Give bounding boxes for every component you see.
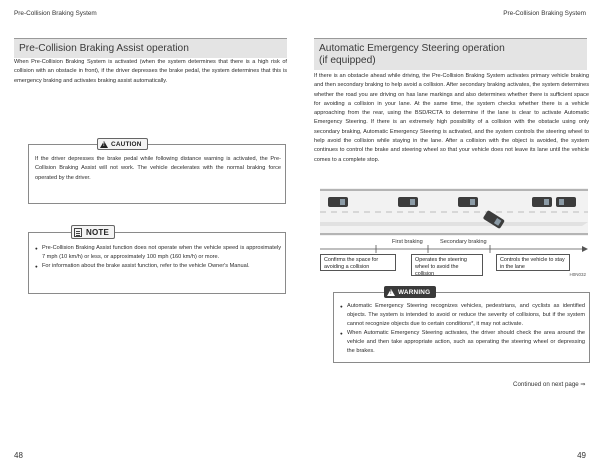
warning-label — [384, 286, 436, 298]
note-box — [28, 227, 286, 294]
first-braking-label: First braking — [392, 239, 423, 245]
vehicle-icon — [532, 197, 552, 207]
list-item: ● Pre-Collision Braking Assist function does not operate when the vehicle speed is approximately 7 mph (10 km/h) or less, or approximately 100 mph (160 km/h) or more. — [35, 244, 281, 262]
page-number-right: 49 — [577, 451, 586, 460]
warning-label-text: WARNING — [398, 288, 431, 296]
note-label-text: NOTE — [86, 227, 110, 237]
section-title-braking-assist: Pre-Collision Braking Assist operation — [14, 38, 287, 58]
section-title-line2: (if equipped) — [319, 55, 376, 66]
road-illustration — [320, 188, 588, 236]
secondary-braking-label: Secondary braking — [440, 239, 487, 245]
vehicle-icon — [398, 197, 418, 207]
path-band — [320, 222, 588, 226]
continued-next-page: Continued on next page ⇒ — [513, 381, 586, 388]
vehicle-icon — [458, 197, 478, 207]
braking-arrow — [320, 244, 588, 254]
caution-box — [28, 140, 286, 204]
warning-triangle-icon — [387, 289, 395, 296]
callout-confirm-space: Confirms the space for avoiding a collision — [320, 254, 396, 271]
callout-stay-in-lane: Controls the vehicle to stay in the lane — [496, 254, 570, 271]
section-title-emergency-steering — [314, 38, 587, 70]
note-list — [35, 244, 281, 271]
caution-triangle-icon — [100, 141, 108, 148]
caution-text: If the driver depresses the brake pedal while following distance warning is activated, the Pre-Collision Braking Assist will not work. The vehicle decelerates with the normal braking force operated by the driver. — [35, 156, 281, 181]
obstacle-vehicle-icon — [556, 197, 576, 207]
note-icon — [74, 228, 82, 237]
vehicle-icon — [328, 197, 348, 207]
list-item: ● Automatic Emergency Steering recognizes vehicles, pedestrians, and cyclists as identified objects. The system is intended to avoid or reduce the severity of collisions, but if the system cannot recognize objects due to certain conditions*, it may not activate. — [340, 302, 585, 329]
list-item: ● When Automatic Emergency Steering activates, the driver should check the area around the vehicle and then take appropriate action, such as operating the steering wheel or depressing the brakes. — [340, 329, 585, 356]
warning-list — [340, 302, 585, 356]
running-head-left: Pre-Collision Braking System — [14, 10, 97, 17]
callout-operate-steering: Operates the steering wheel to avoid the collision — [411, 254, 483, 276]
note-label — [71, 225, 115, 239]
page-number-left: 48 — [14, 451, 23, 460]
figure-code: H0N032 — [569, 272, 586, 277]
emergency-steering-intro: If there is an obstacle ahead while driving, the Pre-Collision Braking System activates primary vehicle braking and then secondary braking to help avoid a collision. After secondary braking activates, the system determines whether the road you are driving on has lane markings and also determines whether there is sufficient space for avoiding a collision in your lane. At the same time, the system checks whether there is a vehicle approaching from the rear, using the BSD/RCTA to determine if the lane is clear to activate Automatic Emergency Steering. If there is an extremely high possibility of a collision with the obstacle using only secondary braking, Automatic Emergency Steering is activated, and the system controls the steering wheel to help avoid the collision while staying in the lane. After a collision with the object is avoided, the system continues to control the brake and steering wheel so that your vehicle does not leave its lane until the vehicle comes to a complete stop. — [314, 73, 589, 163]
caution-label-text: CAUTION — [111, 140, 142, 148]
warning-box — [333, 288, 590, 363]
running-head-right: Pre-Collision Braking System — [503, 10, 586, 17]
braking-assist-intro: When Pre-Collision Braking System is activated (when the system determines that there is a high risk of collision with an obstacle in front), if the driver depresses the brake pedal, the system determines that this is emergency braking and activates braking assist automatically. — [14, 59, 287, 84]
section-title-line1: Automatic Emergency Steering operation — [319, 43, 505, 54]
steering-diagram — [320, 188, 588, 278]
caution-label — [97, 138, 148, 150]
list-item: ● For information about the brake assist function, refer to the vehicle Owner's Manual. — [35, 262, 281, 271]
